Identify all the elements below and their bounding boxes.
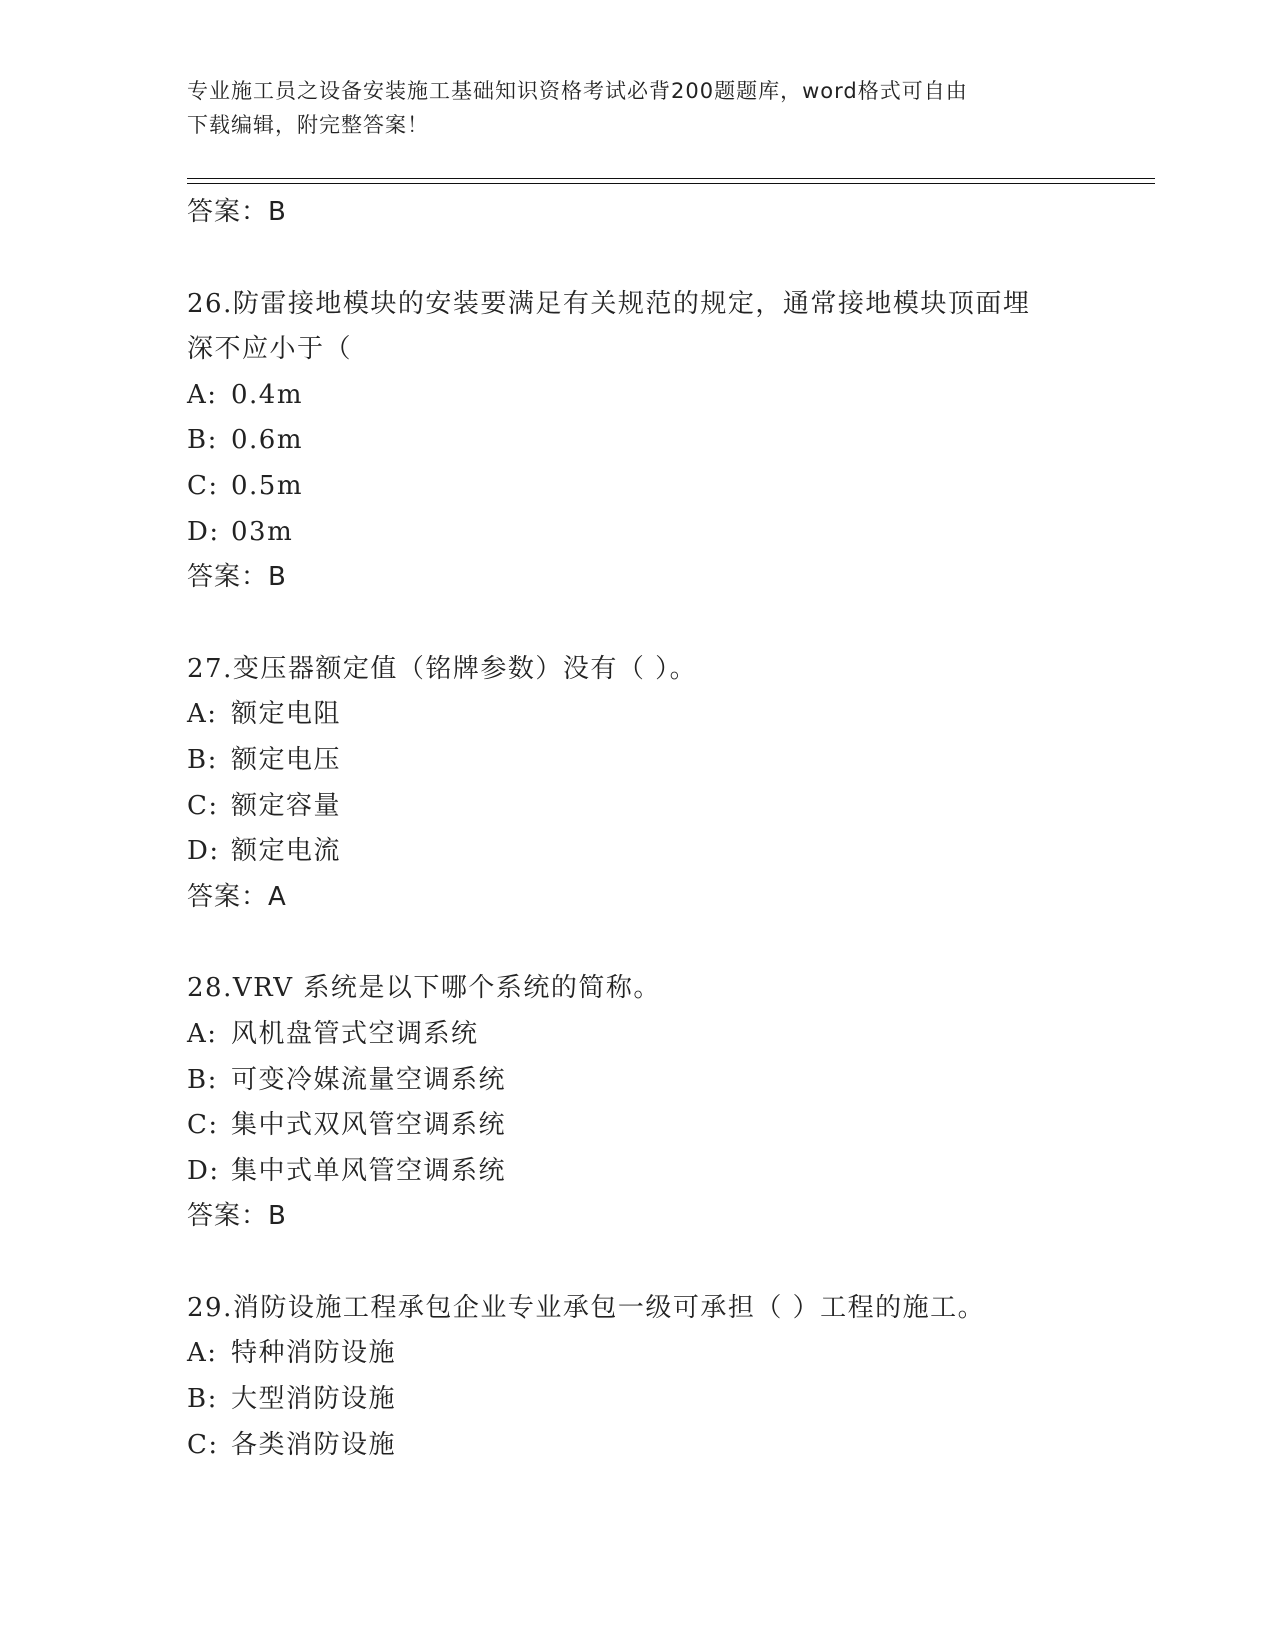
header-divider-top [187,178,1155,179]
option-letter: B: [187,744,218,775]
answer-line: 答案：B [187,562,287,593]
question-stem: 26.防雷接地模块的安装要满足有关规范的规定，通常接地模块顶面埋 [187,288,1031,319]
option-letter: D: [187,1155,220,1186]
option-text: 可变冷媒流量空调系统 [231,1064,507,1095]
option-text: 额定电阻 [231,699,342,730]
option-letter: C: [187,1429,219,1460]
option-d [187,510,1087,556]
option-b [187,1377,1087,1423]
option-a [187,1012,1087,1058]
document-header [187,74,1067,142]
question-block [187,282,1087,601]
option-text: 各类消防设施 [231,1429,397,1460]
option-text: 0.4m [231,379,304,410]
option-letter: C: [187,790,219,821]
option-d [187,829,1087,875]
option-a [187,1331,1087,1377]
option-letter: A: [187,1018,218,1049]
option-text: 集中式双风管空调系统 [231,1110,507,1141]
option-letter: D: [187,836,220,867]
option-letter: D: [187,516,220,547]
option-text: 额定电流 [231,836,342,867]
option-b [187,738,1087,784]
option-letter: B: [187,1384,218,1415]
option-letter: B: [187,1064,218,1095]
question-block [187,1286,1087,1468]
option-letter: C: [187,1110,219,1141]
question-stem: 27.变压器额定值（铭牌参数）没有（ ）。 [187,653,698,684]
option-letter: C: [187,470,219,501]
header-divider-bottom [187,183,1155,184]
option-c [187,464,1087,510]
question-block [187,647,1087,921]
question-stem: 深不应小于（ [187,334,353,365]
option-c [187,784,1087,830]
option-letter: A: [187,379,218,410]
question-list [187,190,1087,1468]
option-text: 03m [231,516,294,547]
option-text: 大型消防设施 [231,1384,397,1415]
option-letter: A: [187,1338,218,1369]
option-letter: B: [187,425,218,456]
option-c [187,1423,1087,1469]
option-text: 额定容量 [231,790,342,821]
header-line-2: 下载编辑，附完整答案！ [187,113,429,137]
option-text: 风机盘管式空调系统 [231,1018,479,1049]
question-stem: 28.VRV 系统是以下哪个系统的简称。 [187,973,661,1004]
option-b [187,418,1087,464]
option-text: 0.5m [231,470,304,501]
question-stem: 29.消防设施工程承包企业专业承包一级可承担（ ）工程的施工。 [187,1292,986,1323]
header-line-1: 专业施工员之设备安装施工基础知识资格考试必背200题题库，word格式可自由 [187,79,968,103]
answer-line: 答案：B [187,197,287,227]
option-a [187,692,1087,738]
option-b [187,1058,1087,1104]
answer-line: 答案：B [187,1201,287,1232]
option-text: 集中式单风管空调系统 [231,1155,507,1186]
option-letter: A: [187,699,218,730]
option-text: 额定电压 [231,744,342,775]
option-c [187,1103,1087,1149]
option-d [187,1149,1087,1195]
answer-line: 答案：A [187,881,287,912]
question-block [187,966,1087,1240]
option-text: 0.6m [231,425,304,456]
option-text: 特种消防设施 [231,1338,397,1369]
option-a [187,373,1087,419]
